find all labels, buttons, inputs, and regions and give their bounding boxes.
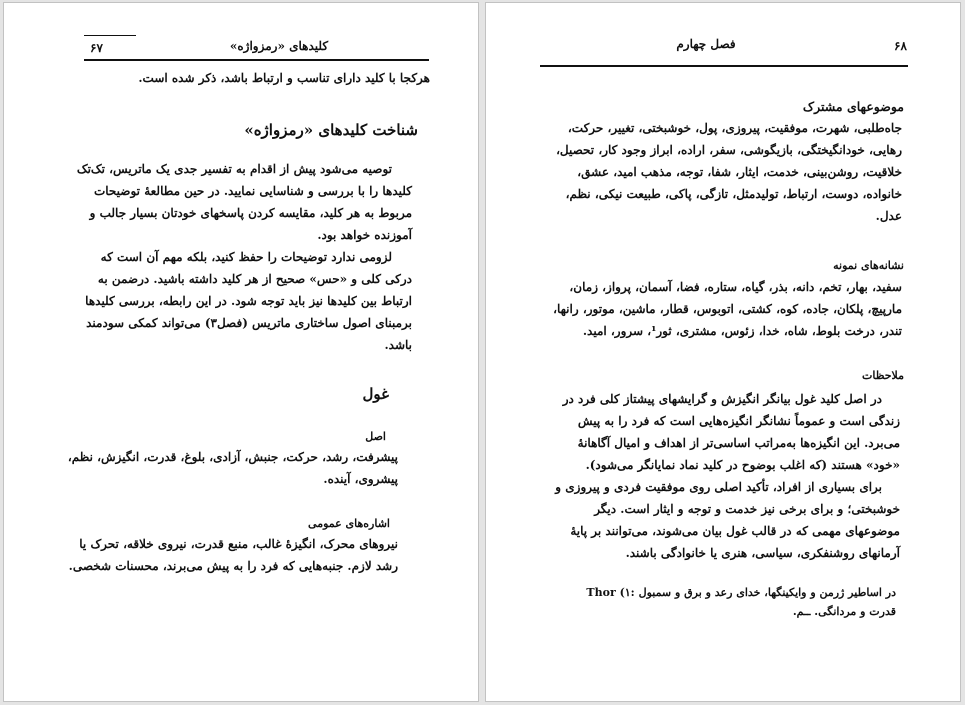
left-page-header (4, 35, 478, 59)
asl-label: اصل (365, 430, 386, 443)
page-number: ۶۷ (90, 41, 103, 55)
footnote-line-1: Thor (۱: در اساطیر ژرمن و وایکینگها، خدای رعد و برق و سمبول (586, 586, 896, 599)
general-refs-text: نیروهای محرک، انگیزهٔ غالب، منبع قدرت، نیروی خلاقه، تحرک یا رشد لازم. جنبه‌هایی که فرد را به پیش می‌برند، محسنات شخصی. (68, 537, 398, 573)
page-number: ۶۸ (894, 39, 907, 53)
common-themes-label: موضوعهای مشترک (802, 99, 904, 114)
notes-paragraph-1: در اصل کلید غول بیانگر انگیزش و گرایشهای پیشتاز کلی فرد در زندگی است و عموماً نشانگر انگیزه‌هایی است که فرد را به پیش می‌برد. این انگیزه‌ها به‌مراتب اساسی‌تر از اهداف و امیال آگاهانهٔ «خود» هستند (که اغلب بوضوح در کلید نماد نمایانگر می‌شود). (562, 392, 900, 472)
left-page (3, 2, 479, 702)
asl-text: پیشرفت، رشد، حرکت، جنبش، آزادی، بلوغ، قدرت، انگیزش، نظم، پیشروی، آینده. (67, 450, 398, 486)
running-title: کلیدهای «رمزواژه» (229, 39, 329, 53)
paragraph-1: توصیه می‌شود پیش از اقدام به تفسیر جدی یک ماتریس، تک‌تک کلیدها را با بررسی و شناسایی نمایید. در حین مطالعهٔ توضیحات مربوط به هر کلید، مقایسه کردن پاسخهای خودتان بسیار جالب و آموزنده خواهد بود. (76, 162, 412, 242)
sample-signs-text: سفید، بهار، تخم، دانه، بذر، گیاه، ستاره، فضا، آسمان، پرواز، زمان، مارپیچ، پلکان، جاده، کوه، کشتی، اتوبوس، قطار، ماشین، موتور، رانها، تندر، درخت بلوط، شاه، خدا، زئوس، مشتری، ثور¹، سرور، امید. (553, 280, 902, 338)
footnote-line-2: قدرت و مردانگی. ــم. (792, 605, 896, 618)
intro-line: هرکجا با کلید دارای تناسب و ارتباط باشد، ذکر شده است. (138, 71, 430, 85)
paragraph-2: لزومی ندارد توضیحات را حفظ کنید، بلکه مهم آن است که درکی کلی و «حس» صحیح از هر کلید داشته باشید. درضمن به ارتباط بین کلیدها نیز باید توجه شود. در این رابطه، بررسی کلیدها برمبنای اصول ساختاری ماتریس (فصل۳) می‌تواند کمکی سودمند باشد. (85, 250, 412, 352)
header-rule (84, 59, 429, 61)
ghoul-title: غول (362, 385, 389, 403)
header-rule (540, 65, 908, 67)
section-title: شناخت کلیدهای «رمزواژه» (244, 121, 418, 139)
right-page (485, 2, 961, 702)
common-themes-text: جاه‌طلبی، شهرت، موفقیت، پیروزی، پول، خوشبختی، تغییر، حرکت، رهایی، خودانگیختگی، بازیگوشی، سفر، اراده، ابراز وجود کار، تحصیل، خلاقیت، روشن‌بینی، خدمت، ایثار، شفا، توجه، مذهب امید، عشق، خانواده، دوست، ارتباط، تولیدمثل، تازگی، پاکی، طبیعت نیکی، نظم، عدل. (556, 121, 902, 223)
notes-paragraph-2: برای بسیاری از افراد، تأکید اصلی روی موفقیت فردی و پیروزی و خوشبختی؛ و برای برخی نیز خدمت و توجه و ایثار است. دیگر موضوعهای مهمی که در قالب غول بیان می‌شوند، می‌توانند بر پایهٔ آرمانهای روشنفکری، سیاسی، هنری یا خانوادگی باشند. (555, 480, 900, 560)
notes-label: ملاحظات (862, 369, 904, 382)
right-page-header (486, 33, 960, 57)
header-rule-top (84, 35, 136, 36)
general-refs-label: اشاره‌های عمومی (308, 517, 390, 530)
sample-signs-label: نشانه‌های نمونه (833, 259, 904, 272)
running-title: فصل چهارم (676, 37, 736, 51)
